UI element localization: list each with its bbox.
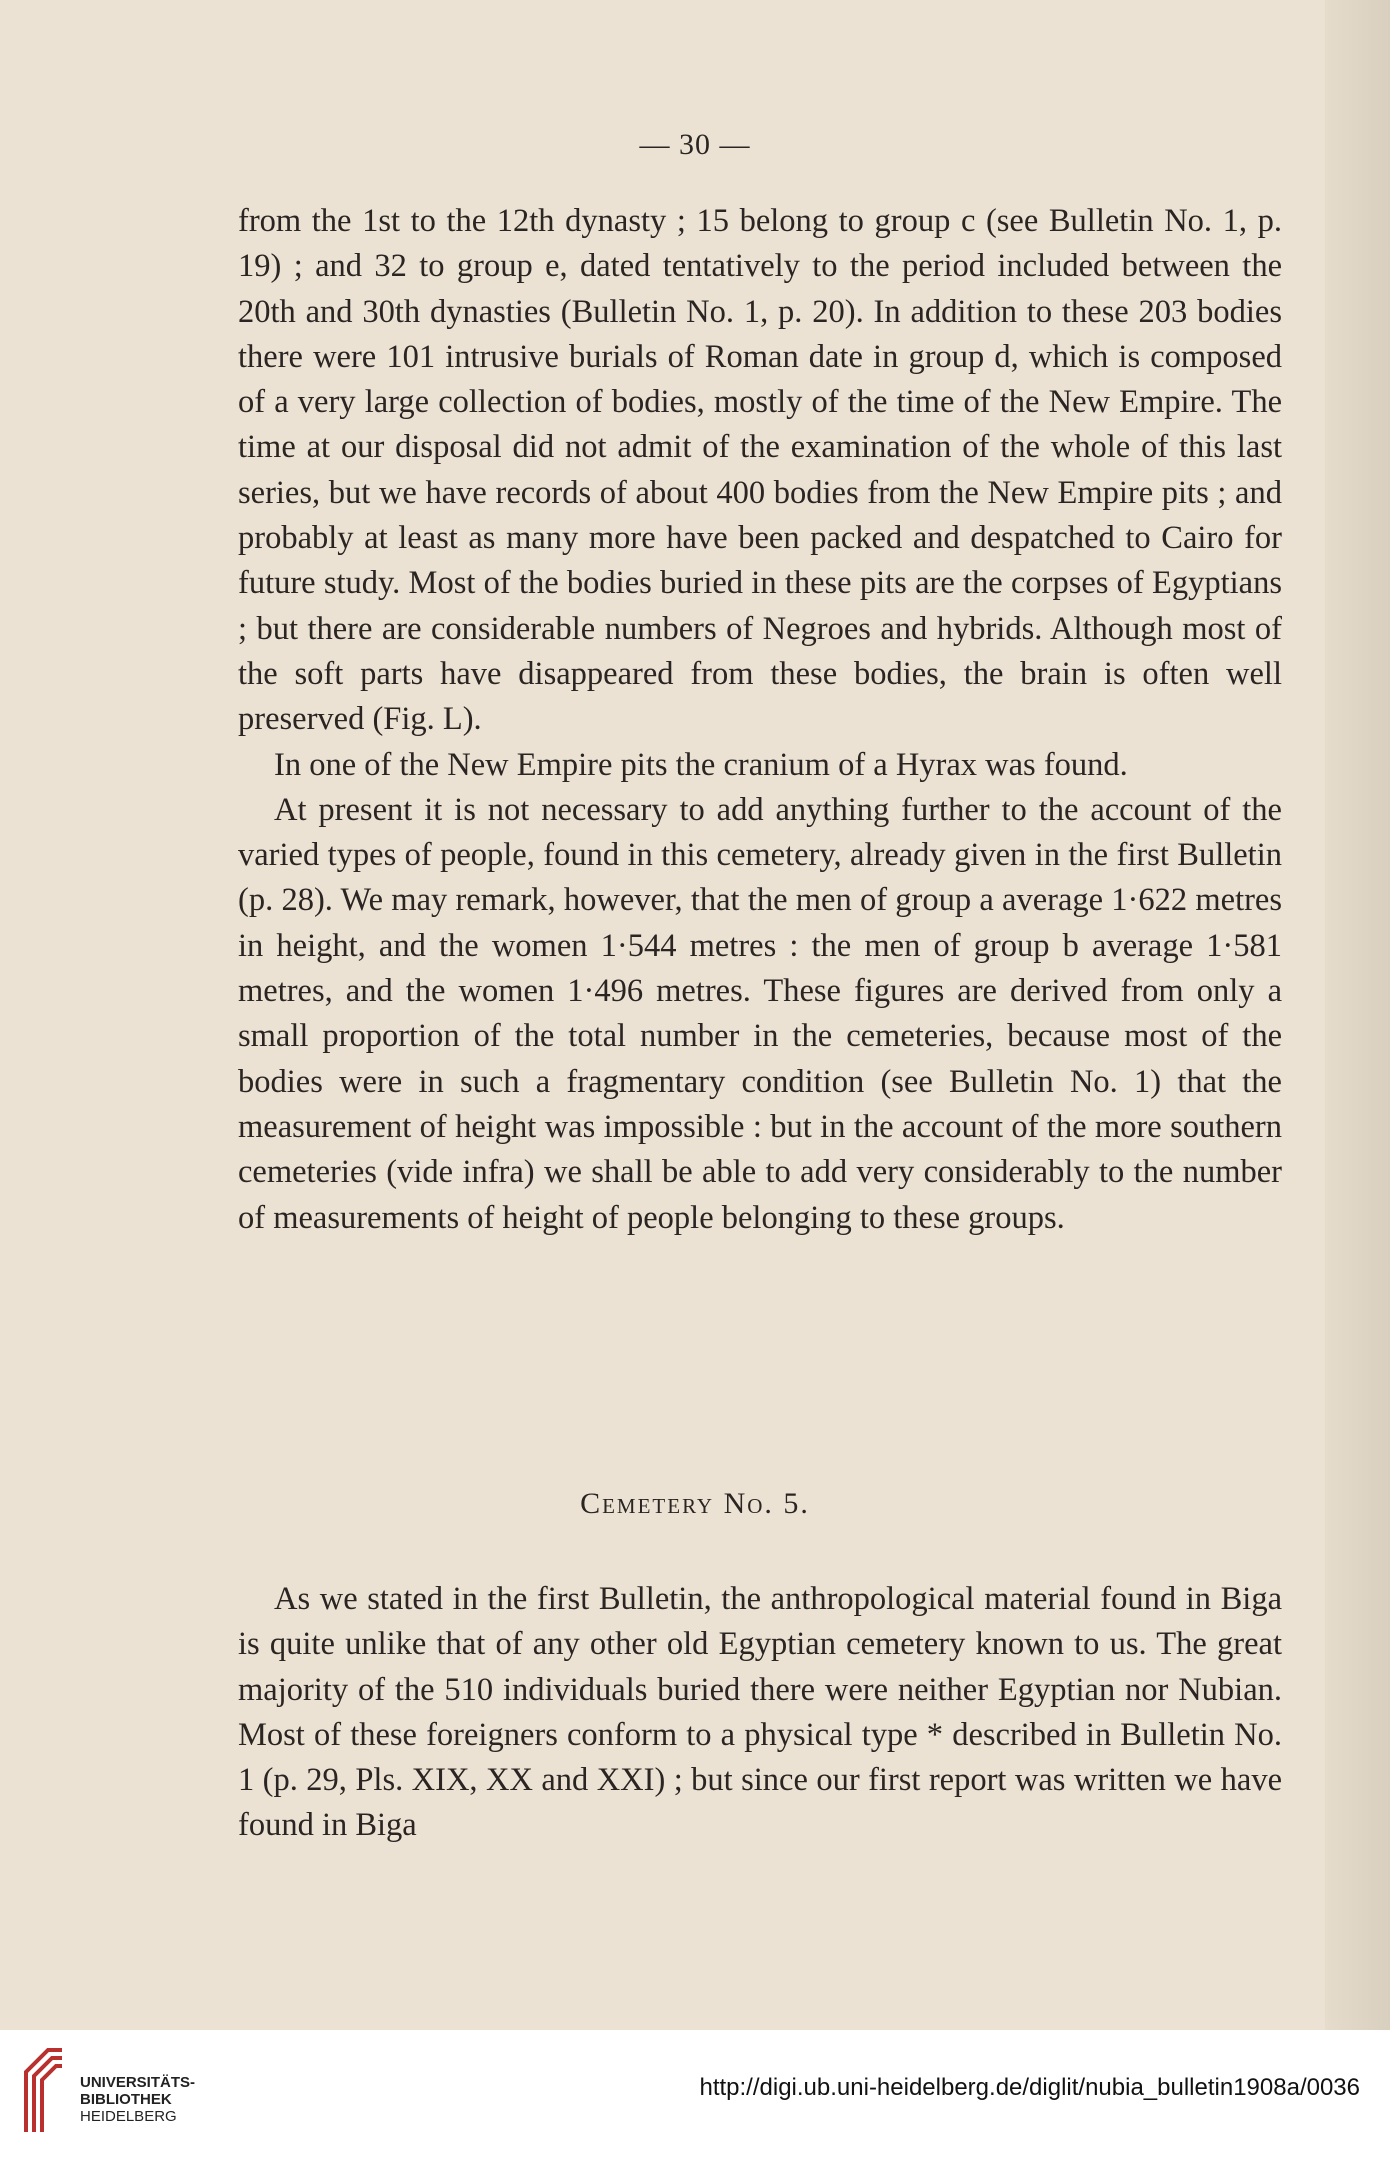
body-text-top [238,199,1282,1241]
body-text-bottom [238,1577,1282,1849]
library-name-line: UNIVERSITÄTS- [80,2074,196,2091]
library-name-line: BIBLIOTHEK [80,2091,172,2108]
university-library-logo-icon [18,2042,68,2142]
page-edge-shadow [1325,0,1390,2030]
library-footer [0,2030,1390,2158]
library-name-line: HEIDELBERG [80,2108,177,2125]
page-number: — 30 — [639,128,751,161]
paragraph: from the 1st to the 12th dynasty ; 15 belong to group c (see Bulletin No. 1, p. 19) ; and 32 to group e, dated tentatively to the period included between the 20th and 30th dynasties (Bulletin No. 1, p. 20). In addition to these 203 bodies there were 101 intrusive burials of Roman date in group d, which is composed of a very large collection of bodies, mostly of the time of the New Empire. The time at our disposal did not admit of the examination of the whole of this last series, but we have records of about 400 bodies from the New Empire pits ; and probably at least as many more have been packed and despatched to Cairo for future study. Most of the bodies buried in these pits are the corpses of Egyptians ; but there are considerable numbers of Negroes and hybrids. Although most of the soft parts have disappeared from these bodies, the brain is often well preserved (Fig. L). [238,203,1282,738]
section-heading: Cemetery No. 5. [580,1487,810,1520]
library-name [80,2074,195,2125]
source-url-link[interactable]: http://digi.ub.uni-heidelberg.de/diglit/nubia_bulletin1908a/0036 [699,2074,1360,2101]
paragraph: At present it is not necessary to add anything further to the account of the varied types of people, found in this cemetery, already given in the first Bulletin (p. 28). We may remark, however, that the men of group a average 1·622 metres in height, and the women 1·544 metres : the men of group b average 1·581 metres, and the women 1·496 metres. These figures are derived from only a small proportion of the total number in the cemeteries, because most of the bodies were in such a fragmentary condition (see Bulletin No. 1) that the measurement of height was impossible : but in the account of the more southern cemeteries (vide infra) we shall be able to add very considerably to the number of measurements of height of people belonging to these groups. [238,791,1282,1236]
paragraph: As we stated in the first Bulletin, the anthropological material found in Biga is quite unlike that of any other old Egyptian cemetery known to us. The great majority of the 510 individuals buried there were neither Egyptian nor Nubian. Most of these foreigners conform to a physical type * described in Bulletin No. 1 (p. 29, Pls. XIX, XX and XXI) ; but since our first report was written we have found in Biga [238,1581,1282,1844]
paragraph: In one of the New Empire pits the cranium of a Hyrax was found. [274,746,1128,783]
